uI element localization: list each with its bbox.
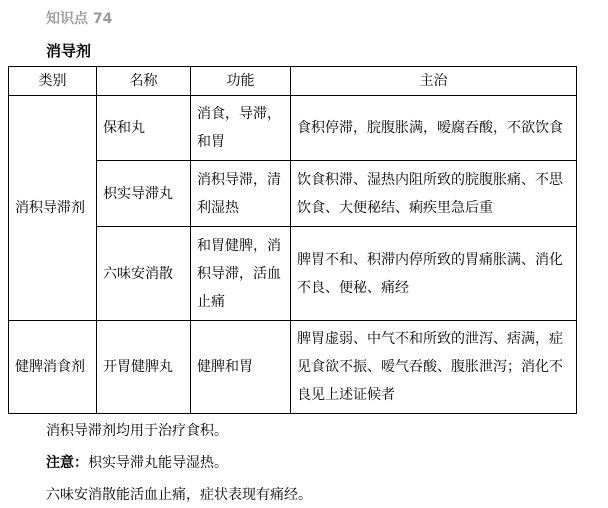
- name-cell: 枳实导滞丸: [97, 161, 191, 227]
- note-line-3: 六味安消散能活血止痛，症状表现有痛经。: [46, 487, 312, 503]
- category-cell: 健脾消食剂: [9, 321, 97, 414]
- function-cell: 消积导滞，清利湿热: [191, 161, 291, 227]
- function-cell: 消食，导滞，和胃: [191, 96, 291, 161]
- header-function: 功能: [191, 67, 291, 96]
- indication-cell: 食积停滞，脘腹胀满，嗳腐吞酸，不欲饮食: [291, 96, 577, 161]
- function-cell: 和胃健脾，消积导滞，活血止痛: [191, 227, 291, 321]
- table-row: [9, 321, 577, 414]
- name-cell: 保和丸: [97, 96, 191, 161]
- function-cell: 健脾和胃: [191, 321, 291, 414]
- indication-cell: 饮食积滞、湿热内阻所致的脘腹胀痛、不思饮食、大便秘结、痢疾里急后重: [291, 161, 577, 227]
- note-attention-text: 枳实导滞丸能导湿热。: [88, 455, 228, 471]
- note-attention-label: 注意：: [46, 455, 88, 471]
- table-row: [9, 96, 577, 161]
- header-name: 名称: [97, 67, 191, 96]
- note-line-2: [46, 452, 228, 472]
- table-header-row: [9, 67, 577, 96]
- indication-cell: 脾胃不和、积滞内停所致的胃痛胀满、消化不良、便秘、痛经: [291, 227, 577, 321]
- name-cell: 六味安消散: [97, 227, 191, 321]
- category-cell: 消积导滞剂: [9, 96, 97, 321]
- section-title: 消导剂: [46, 42, 92, 60]
- header-category: 类别: [9, 67, 97, 96]
- note-line-1: 消积导滞剂均用于治疗食积。: [46, 423, 228, 439]
- header-indication: 主治: [291, 67, 577, 96]
- indication-cell: 脾胃虚弱、中气不和所致的泄泻、痞满，症见食欲不振、嗳气吞酸、腹胀泄泻；消化不良见上述证候者: [291, 321, 577, 414]
- prescription-table: [8, 66, 577, 414]
- name-cell: 开胃健脾丸: [97, 321, 191, 414]
- knowledge-point-label: 知识点 74: [46, 11, 113, 27]
